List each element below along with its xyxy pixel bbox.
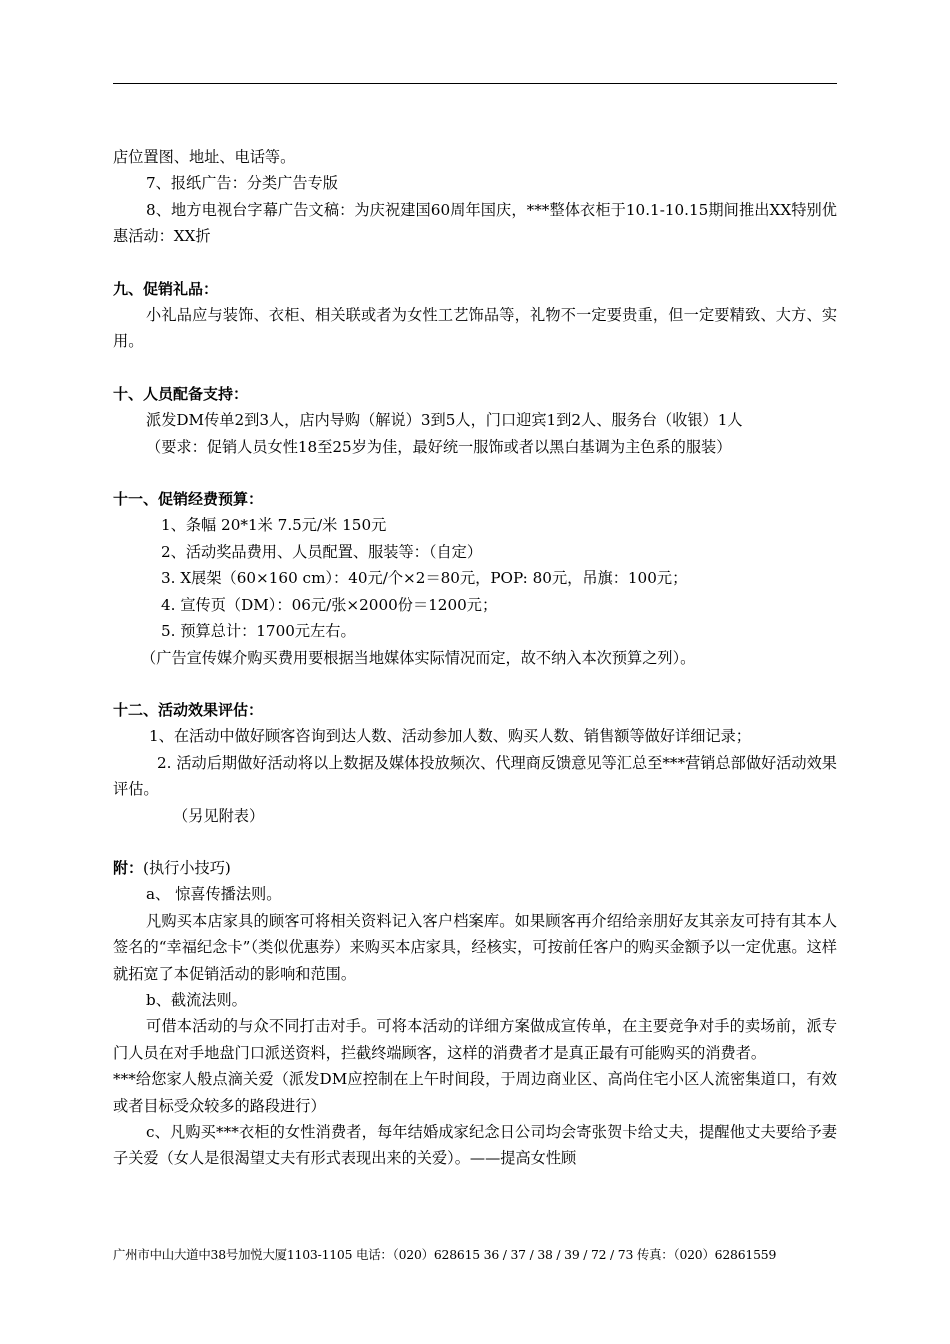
paragraph: c、凡购买***衣柜的女性消费者，每年结婚成家纪念日公司均会寄张贺卡给丈夫，提醒他丈夫要给予妻子关爱（女人是很渴望丈夫有形式表现出来的关爱）。——提高女性顾 bbox=[113, 1123, 837, 1168]
section-heading: 十、人员配备支持： bbox=[113, 384, 249, 403]
paragraph: （另见附表） bbox=[173, 806, 265, 825]
paragraph: （要求：促销人员女性18至25岁为佳，最好统一服饰或者以黑白基调为主色系的服装） bbox=[146, 437, 732, 456]
section-heading: 十一、促销经费预算： bbox=[113, 490, 264, 509]
budget-item: 2、活动奖品费用、人员配置、服装等：（自定） bbox=[161, 542, 483, 561]
paragraph: 2. 活动后期做好活动将以上数据及媒体投放频次、代理商反馈意见等汇总至***营销总部做好活动效果评估。 bbox=[113, 753, 837, 799]
appendix-subtitle: (执行小技巧) bbox=[143, 858, 231, 877]
appendix-heading: 附： bbox=[113, 858, 144, 877]
appendix-heading-line bbox=[113, 855, 837, 881]
budget-item: 4. 宣传页（DM）：06元/张×2000份＝1200元； bbox=[161, 595, 498, 614]
paragraph: a、 惊喜传播法则。 bbox=[146, 885, 282, 904]
budget-item: 1、条幅 20*1米 7.5元/米 150元 bbox=[161, 516, 387, 535]
document-body bbox=[113, 144, 837, 1172]
page-footer: 广州市中山大道中38号加悦大厦1103-1105 电话：（020）628615 36 / 37 / 38 / 39 / 72 / 73 传真：（020）62861559 bbox=[113, 1247, 777, 1262]
header-rule bbox=[113, 83, 837, 84]
paragraph: 1、在活动中做好顾客咨询到达人数、活动参加人数、购买人数、销售额等做好详细记录； bbox=[149, 727, 751, 746]
paragraph: b、截流法则。 bbox=[146, 990, 247, 1009]
budget-item: 3. X展架（60×160 cm）：40元/个×2＝80元，POP: 80元，吊旗：100元； bbox=[161, 569, 688, 588]
budget-item: 5. 预算总计：1700元左右。 bbox=[161, 622, 356, 641]
paragraph: 凡购买本店家具的顾客可将相关资料记入客户档案库。如果顾客再介绍给亲朋好友其亲友可持有其本人签名的“幸福纪念卡”（类似优惠券）来购买本店家具，经核实，可按前任客户的购买金额予以一定优惠。这样就拓宽了本促销活动的影响和范围。 bbox=[113, 911, 837, 983]
paragraph: 可借本活动的与众不同打击对手。可将本活动的详细方案做成宣传单，在主要竞争对手的卖场前，派专门人员在对手地盘门口派送资料，拦截终端顾客，这样的消费者才是真正最有可能购买的消费者。 bbox=[113, 1017, 837, 1062]
paragraph: ***给您家人般点滴关爱（派发DM应控制在上午时间段，于周边商业区、高尚住宅小区人流密集道口，有效或者目标受众较多的路段进行） bbox=[113, 1070, 837, 1115]
paragraph: 派发DM传单2到3人，店内导购（解说）3到5人，门口迎宾1到2人、服务台（收银）1人 bbox=[146, 411, 743, 430]
paragraph: 7、报纸广告：分类广告专版 bbox=[146, 174, 338, 193]
section-heading: 九、促销礼品： bbox=[113, 279, 219, 298]
budget-note: （广告宣传媒介购买费用要根据当地媒体实际情况而定，故不纳入本次预算之列）。 bbox=[141, 648, 696, 667]
paragraph: 店位置图、地址、电话等。 bbox=[113, 148, 296, 166]
section-heading: 十二、活动效果评估： bbox=[113, 700, 264, 719]
paragraph: 小礼品应与装饰、衣柜、相关联或者为女性工艺饰品等，礼物不一定要贵重，但一定要精致、大方、实用。 bbox=[113, 306, 837, 351]
paragraph: 8、地方电视台字幕广告文稿：为庆祝建国60周年国庆，***整体衣柜于10.1-10.15期间推出XX特别优惠活动：XX折 bbox=[113, 200, 837, 246]
